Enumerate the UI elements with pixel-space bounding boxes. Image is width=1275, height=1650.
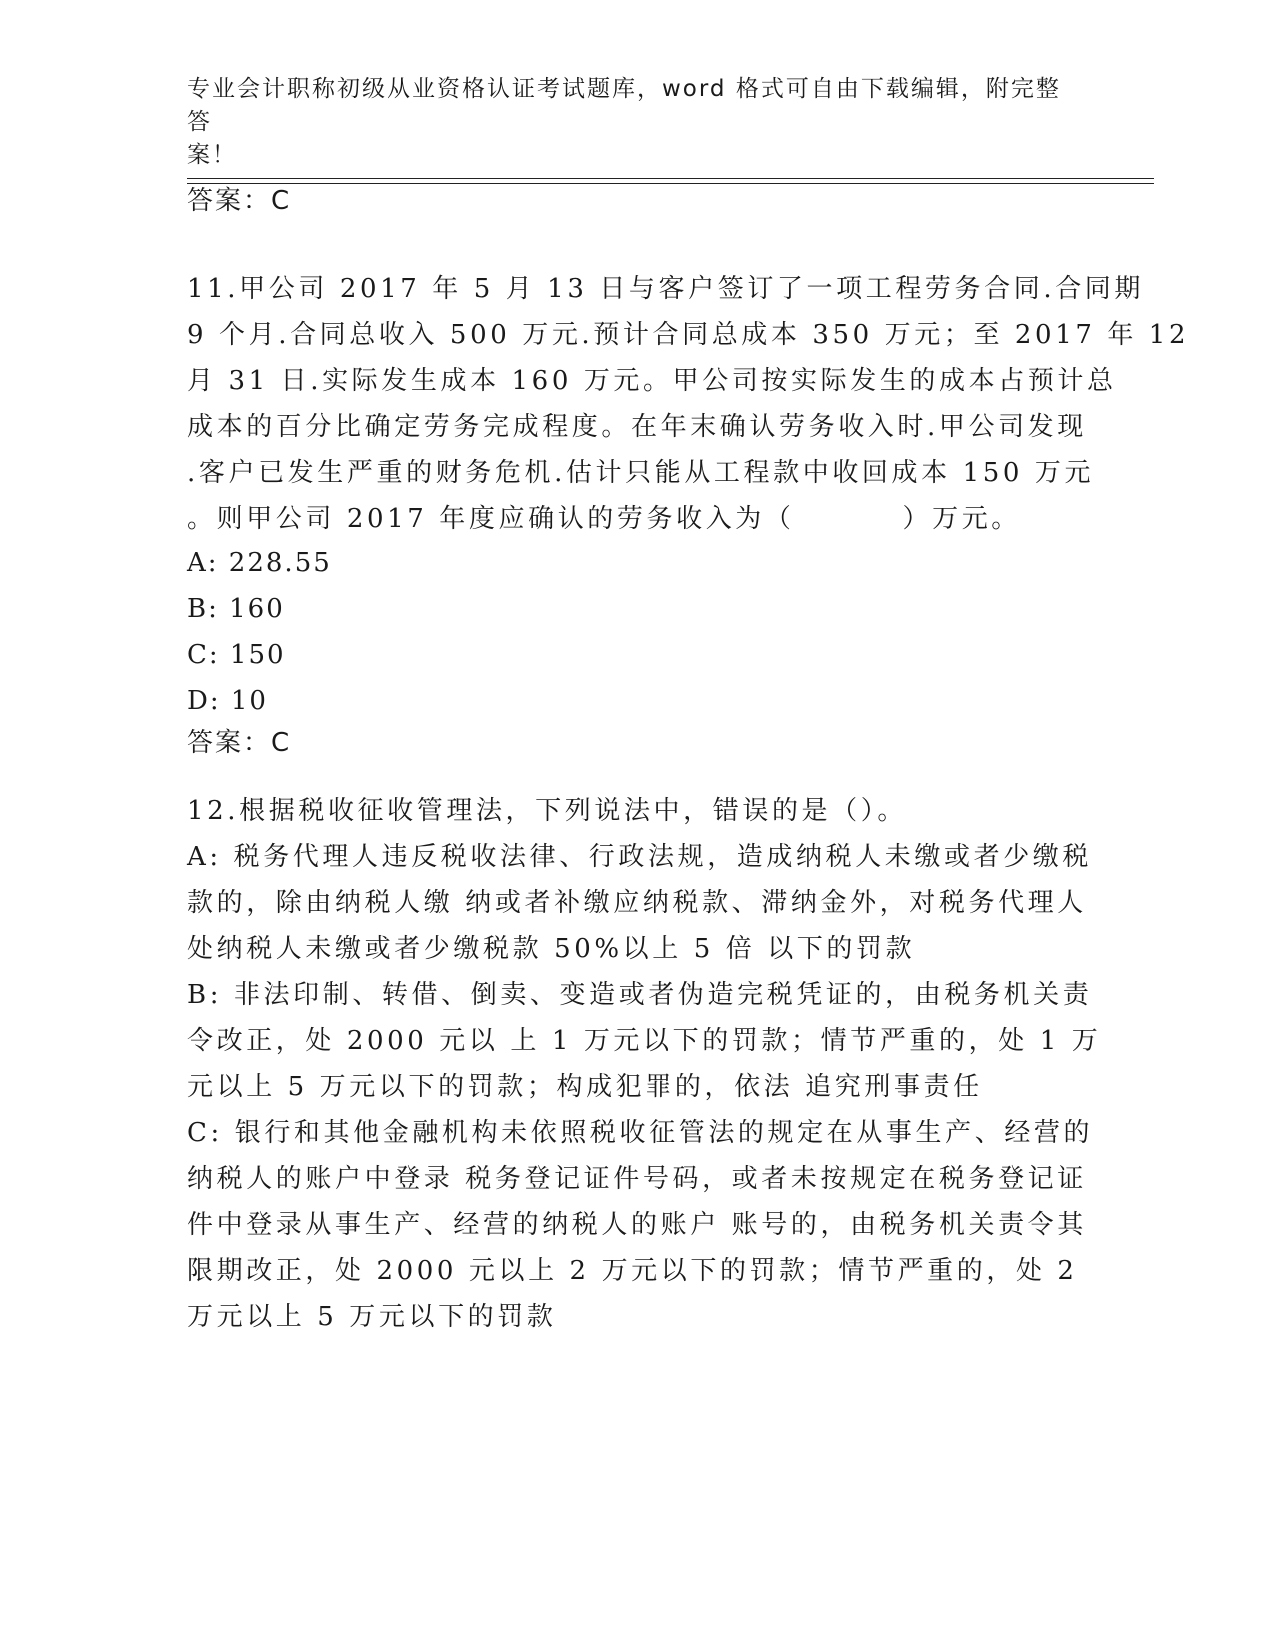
question-12-line: 处纳税人未缴或者少缴税款 50%以上 5 倍 以下的罚款 xyxy=(187,934,916,964)
question-12-line: 款的，除由纳税人缴 纳或者补缴应纳税款、滞纳金外，对税务代理人 xyxy=(187,888,1087,918)
question-12-line: 令改正，处 2000 元以 上 1 万元以下的罚款；情节严重的，处 1 万 xyxy=(187,1026,1102,1056)
question-12 xyxy=(187,788,1102,1340)
question-12-line: 万元以上 5 万元以下的罚款 xyxy=(187,1302,557,1332)
option-d: D: 10 xyxy=(187,686,268,716)
question-11-line: 11.甲公司 2017 年 5 月 13 日与客户签订了一项工程劳务合同.合同期 xyxy=(187,274,1144,304)
question-11-line: 9 个月.合同总收入 500 万元.预计合同总成本 350 万元；至 2017 年 12 xyxy=(187,320,1190,350)
question-11 xyxy=(187,266,1190,766)
previous-answer-block xyxy=(187,178,1072,224)
question-12-line: 纳税人的账户中登录 税务登记证件号码，或者未按规定在税务登记证 xyxy=(187,1164,1087,1194)
question-11-line: .客户已发生严重的财务危机.估计只能从工程款中收回成本 150 万元 xyxy=(187,458,1095,488)
option-b: B: 160 xyxy=(187,594,285,624)
option-a: A: 228.55 xyxy=(187,548,332,578)
question-12-line: C: 银行和其他金融机构未依照税收征管法的规定在从事生产、经营的 xyxy=(187,1118,1094,1148)
question-12-line: A: 税务代理人违反税收法律、行政法规，造成纳税人未缴或者少缴税 xyxy=(187,842,1093,872)
question-12-stem: 12.根据税收征收管理法，下列说法中，错误的是（）。 xyxy=(187,796,907,826)
question-12-line: 件中登录从事生产、经营的纳税人的账户 账号的，由税务机关责令其 xyxy=(187,1210,1087,1240)
question-12-line: 限期改正，处 2000 元以上 2 万元以下的罚款；情节严重的，处 2 xyxy=(187,1256,1078,1286)
question-11-line: 成本的百分比确定劳务完成程度。在年末确认劳务收入时.甲公司发现 xyxy=(187,412,1087,442)
question-11-last-line xyxy=(187,496,1072,542)
question-11-text-before-blank: 。则甲公司 2017 年度应确认的劳务收入为（ xyxy=(187,504,795,534)
header-note xyxy=(187,73,1067,172)
question-11-line: 月 31 日.实际发生成本 160 万元。甲公司按实际发生的成本占预计总 xyxy=(187,366,1117,396)
option-c: C: 150 xyxy=(187,640,286,670)
header-note-line-1: 专业会计职称初级从业资格认证考试题库，word 格式可自由下载编辑，附完整答 xyxy=(187,76,1061,135)
previous-answer: 答案：C xyxy=(187,186,292,216)
question-11-text-after-blank: ）万元。 xyxy=(902,504,1021,534)
header-note-line-2: 案！ xyxy=(187,142,237,168)
question-12-line: 元以上 5 万元以下的罚款；构成犯罪的，依法 追究刑事责任 xyxy=(187,1072,983,1102)
question-12-line: B: 非法印制、转借、倒卖、变造或者伪造完税凭证的，由税务机关责 xyxy=(187,980,1093,1010)
question-11-answer: 答案：C xyxy=(187,728,292,758)
